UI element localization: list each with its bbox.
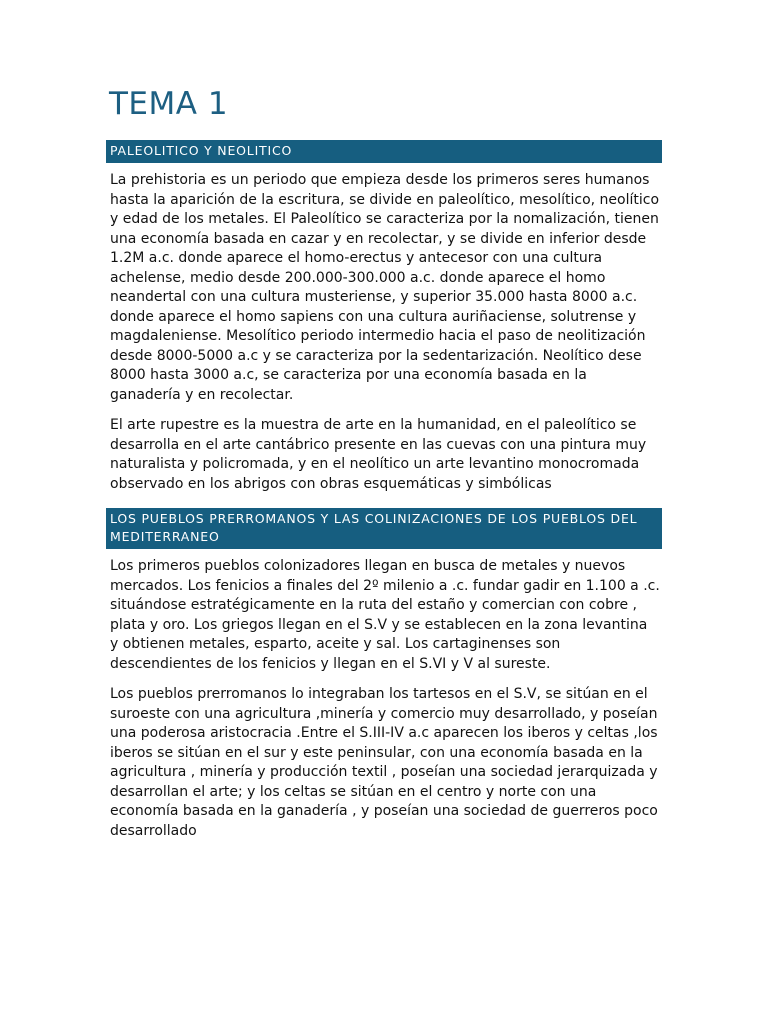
- section-heading-pueblos-prerromanos: LOS PUEBLOS PRERROMANOS Y LAS COLINIZACIONES DE LOS PUEBLOS DEL MEDITERRANEO: [106, 508, 662, 549]
- section-heading-paleolitico: PALEOLITICO Y NEOLITICO: [106, 140, 662, 163]
- paragraph: La prehistoria es un periodo que empieza desde los primeros seres humanos hasta la aparición de la escritura, se divide en paleolítico, mesolítico, neolítico y edad de los metales. El Paleolítico se caracteriza por la nomalización, tienen una economía basada en cazar y en recolectar, y se divide en inferior desde 1.2M a.c. donde aparece el homo-erectus y antecesor con una cultura achelense, medio desde 200.000-300.000 a.c. donde aparece el homo neandertal con una cultura musteriense, y superior 35.000 hasta 8000 a.c. donde aparece el homo sapiens con una cultura auriñaciense, solutrense y magdaleniense. Mesolítico periodo intermedio hacia el paso de neolitización desde 8000-5000 a.c y se caracteriza por la sedentarización. Neolítico dese 8000 hasta 3000 a.c, se caracteriza por una economía basada en la ganadería y en recolectar.: [110, 172, 660, 403]
- paragraph: Los primeros pueblos colonizadores llegan en busca de metales y nuevos mercados. Los fenicios a finales del 2º milenio a .c. fundar gadir en 1.100 a .c. situándose estratégicamente en la ruta del estaño y comercian con cobre , plata y oro. Los griegos llegan en el S.V y se establecen en la zona levantina y obtienen metales, esparto, aceite y sal. Los cartaginenses son descendientes de los fenicios y llegan en el S.VI y V al sureste.: [110, 558, 660, 672]
- paragraph: El arte rupestre es la muestra de arte en la humanidad, en el paleolítico se desarrolla en el arte cantábrico presente en las cuevas con una pintura muy naturalista y policromada, y en el neolítico un arte levantino monocromada observado en los abrigos con obras esquemáticas y simbólicas: [110, 417, 647, 492]
- paragraph: Los pueblos prerromanos lo integraban los tartesos en el S.V, se sitúan en el suroeste con una agricultura ,minería y comercio muy desarrollado, y poseían una poderosa aristocracia .Entre el S.III-IV a.c aparecen los iberos y celtas ,los iberos se sitúan en el sur y este peninsular, con una economía basada en la agricultura , minería y producción textil , poseían una sociedad jerarquizada y desarrollan el arte; y los celtas se sitúan en el centro y norte con una economía basada en la ganadería , y poseían una sociedad de guerreros poco desarrollado: [110, 686, 658, 839]
- document-page: [106, 82, 662, 852]
- document-title: TEMA 1: [109, 86, 229, 122]
